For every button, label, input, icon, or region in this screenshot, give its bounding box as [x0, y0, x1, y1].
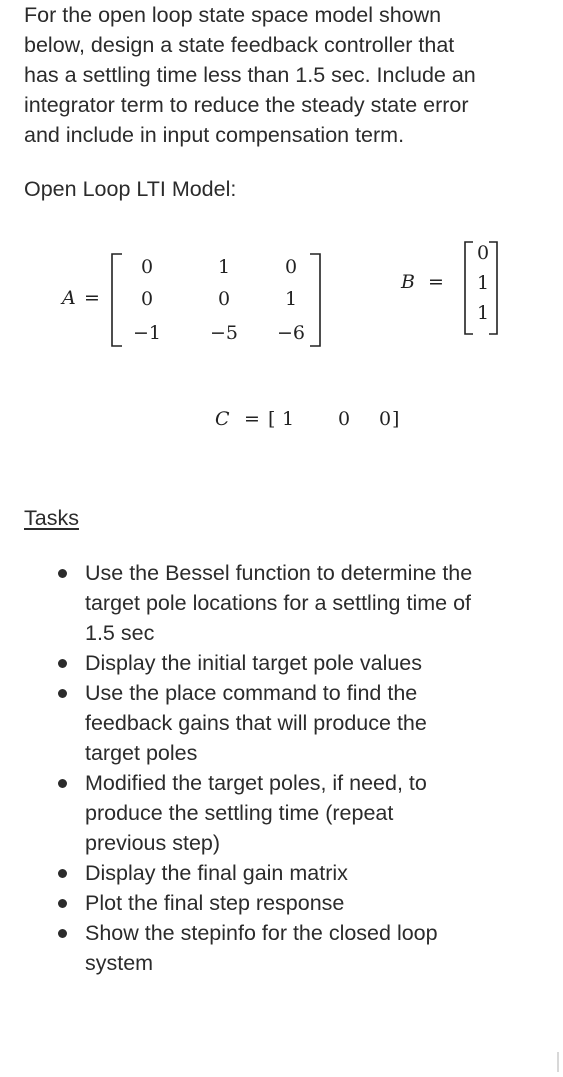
matrix-c-cell: 1	[282, 408, 295, 430]
task-item-line: Show the stepinfo for the closed loop	[85, 921, 438, 945]
matrix-a-cell: 0	[217, 288, 231, 310]
task-item-line: produce the settling time (repeat	[85, 801, 394, 825]
task-item-line: Use the Bessel function to determine the	[85, 561, 473, 585]
task-item-line: system	[85, 951, 154, 975]
matrix-c-cell: 0	[338, 408, 351, 430]
bullet-icon	[58, 659, 67, 668]
task-item-line: feedback gains that will produce the	[85, 711, 427, 735]
task-item-line: Modified the target poles, if need, to	[85, 771, 427, 795]
problem-statement	[24, 0, 554, 150]
bullet-icon	[58, 869, 67, 878]
bullet-icon	[58, 899, 67, 908]
task-item-line: previous step)	[85, 831, 221, 855]
task-item-line: target poles	[85, 741, 198, 765]
bullet-icon	[58, 689, 67, 698]
matrix-a-left-bracket	[108, 252, 126, 348]
matrix-a-cell: −1	[132, 322, 161, 344]
matrix-c-equals: =	[244, 408, 260, 430]
problem-line: has a settling time less than 1.5 sec. Include an	[24, 63, 476, 87]
task-item-line: Display the initial target pole values	[85, 651, 423, 675]
matrix-a-cell: −6	[276, 322, 305, 344]
matrix-b-equals: =	[428, 271, 444, 293]
matrix-a-cell: −5	[209, 322, 238, 344]
matrix-a-cell: 1	[284, 288, 298, 310]
matrix-a-name: A	[62, 287, 76, 309]
task-item-line: 1.5 sec	[85, 621, 155, 645]
scroll-indicator	[557, 1052, 559, 1072]
bullet-icon	[58, 929, 67, 938]
matrix-b-cell: 1	[477, 272, 490, 294]
matrix-c-left-bracket: [	[268, 408, 276, 430]
matrix-b-cell: 1	[477, 302, 490, 324]
matrix-c-right-bracket: ]	[392, 408, 400, 430]
task-item-line: target pole locations for a settling time of	[85, 591, 472, 615]
matrix-c-name: C	[215, 408, 230, 430]
problem-line: integrator term to reduce the steady state error	[24, 93, 469, 117]
matrix-a-cell: 1	[217, 256, 231, 278]
task-item-line: Use the place command to find the	[85, 681, 418, 705]
matrix-c-cell: 0	[379, 408, 392, 430]
task-item-line: Plot the final step response	[85, 891, 345, 915]
matrix-a-equals: =	[84, 287, 100, 309]
matrix-a-cell: 0	[284, 256, 298, 278]
tasks-heading: Tasks	[24, 506, 79, 530]
problem-line: For the open loop state space model shown	[24, 3, 442, 27]
bullet-icon	[58, 569, 67, 578]
matrix-a-cell: 0	[140, 288, 154, 310]
model-label: Open Loop LTI Model:	[24, 177, 237, 201]
matrix-b-name: B	[401, 271, 415, 293]
matrix-a-cell: 0	[140, 256, 154, 278]
bullet-icon	[58, 779, 67, 788]
task-item-line: Display the final gain matrix	[85, 861, 348, 885]
problem-line: and include in input compensation term.	[24, 123, 405, 147]
problem-line: below, design a state feedback controller that	[24, 33, 455, 57]
matrix-b-left-bracket	[462, 240, 476, 336]
matrix-b-cell: 0	[477, 242, 490, 264]
